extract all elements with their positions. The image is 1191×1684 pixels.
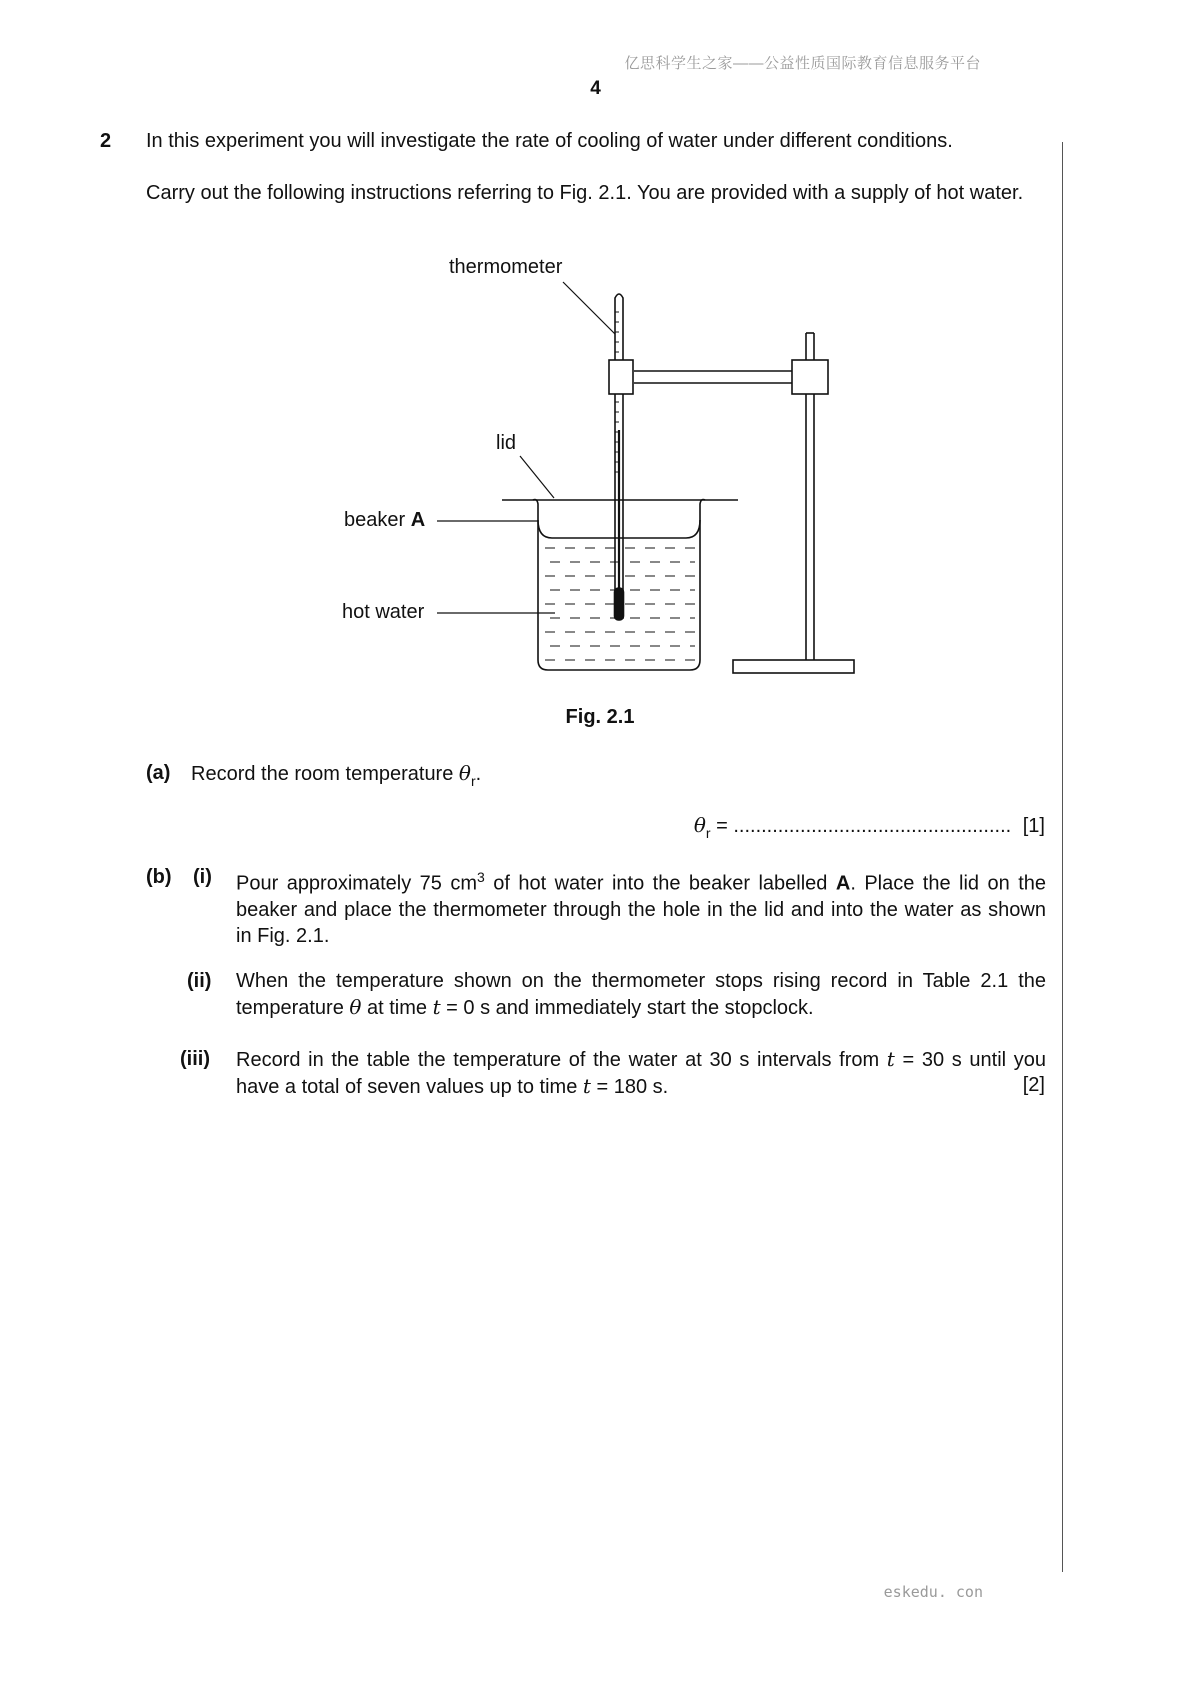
marks-a: [1] [1022,815,1045,837]
part-b-ii-text: When the temperature shown on the thermometer stops rising record in Table 2.1 the temperature θ at time t = 0 s and immediately start the stopclock. [236,970,1052,1019]
thermometer-clamp [609,360,633,394]
question-intro: In this experiment you will investigate the rate of cooling of water under different conditions. [146,130,953,152]
label-lid: lid [496,432,517,454]
part-b-i-label: (i) [193,866,212,888]
watermark-text: 亿思科学生之家——公益性质国际教育信息服务平台 [624,55,981,72]
label-thermometer: thermometer [449,256,563,278]
marks-b: [2] [1022,1074,1045,1096]
question-number: 2 [100,130,112,152]
beaker-id: A [410,509,426,531]
apparatus-diagram [0,0,1191,700]
answer-dots: .................................................. [733,815,1012,837]
label-beaker: beaker A [344,509,426,531]
part-a-text: Record the room temperature $\theta_r$. [191,761,482,789]
theta-symbol: θ [458,761,471,785]
part-a-label: (a) [146,762,171,784]
leader-lid [520,456,554,498]
stand-base [733,660,854,673]
page-number: 4 [590,78,601,99]
label-hot-water: hot water [342,601,425,623]
question-instruction: Carry out the following instructions referring to Fig. 2.1. You are provided with a supply of hot water. [146,182,1024,204]
footer-watermark: eskedu. con [883,1583,983,1601]
part-b-ii-label: (ii) [187,970,212,992]
thermometer-bulb [615,588,624,620]
leader-thermometer [563,282,615,334]
part-b-label: (b) [146,866,172,888]
part-b-iii-text: Record in the table the temperature of the water at 30 s intervals from t = 30 s until you have a total of seven values up to time t = 180 s. [236,1047,1052,1098]
boss-clamp-stand [792,360,828,394]
figure-caption: Fig. 2.1 [565,706,635,728]
part-b-iii-label: (iii) [180,1048,210,1070]
part-b-i-text: Pour approximately 75 $cm^3$ of hot water into the beaker labelled A. Place the lid on the beaker and place the thermometer through the hole in the lid and into the water as shown in Fig. 2.1. [236,869,1046,947]
answer-line-theta-r[interactable]: $\theta_r$ = .................................................. [1] [693,813,1045,841]
